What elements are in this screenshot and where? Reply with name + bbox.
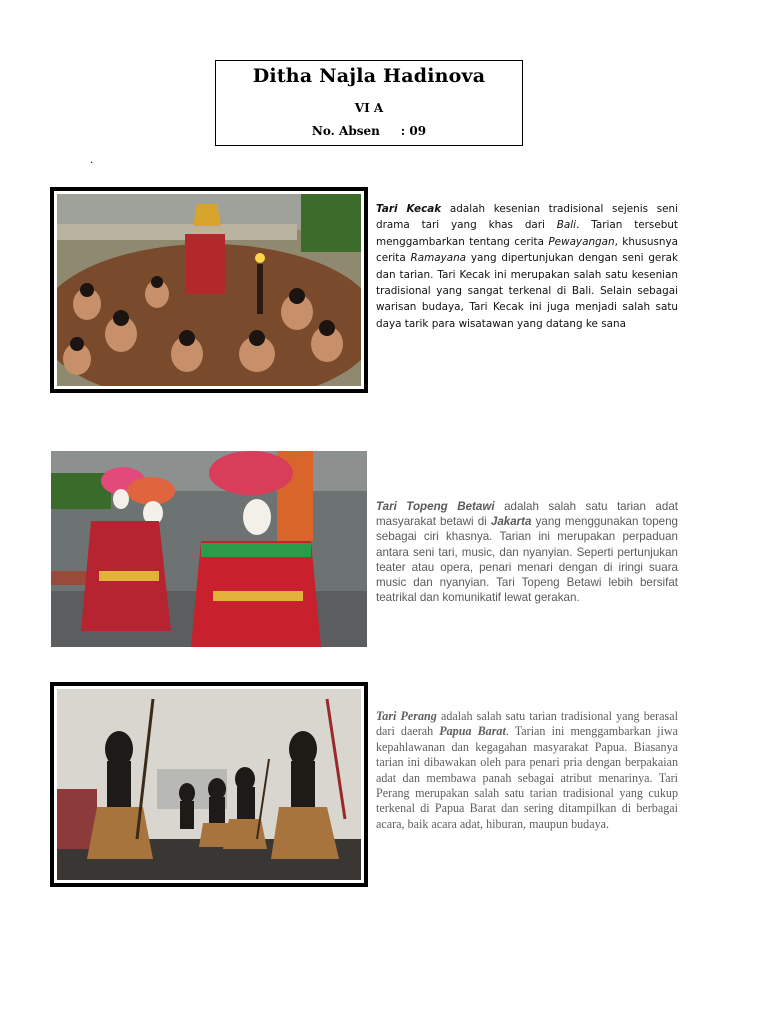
topeng-jakarta: Jakarta xyxy=(490,515,532,529)
perang-title: Tari Perang xyxy=(376,709,437,723)
topeng-text: adalah salah satu tarian adat masyarakat betawi di xyxy=(376,500,678,529)
photo-tari-perang xyxy=(50,682,368,887)
kecak-text: yang dipertunjukan dengan seni gerak dan tarian. Tari Kecak ini merupakan salah satu kesenian tradisional yang sangat terkenal di Bali. Selain sebagai warisan budaya, Tari Kecak ini juga menjadi salah satu daya tarik para wisatawan yang datang ke sana xyxy=(376,252,678,330)
student-class: VI A xyxy=(354,101,384,115)
photo-tari-kecak xyxy=(50,187,368,393)
topeng-title: Tari Topeng Betawi xyxy=(376,500,495,513)
topeng-text: yang menggunakan topeng sebagai ciri khasnya. Tarian ini merupakan perpaduan antara seni tari, music, dan nyanyian. Seperti pertunjukan teater atau opera, penari menari dengan di iringi suara music dan nyanyian. Tari Topeng Betawi lebih bersifat teatrikal dan komunikatif lewat gerakan. xyxy=(376,515,678,605)
student-absen: No. Absen : 09 xyxy=(311,124,427,138)
kecak-bali: Bali xyxy=(556,219,577,232)
perang-text: . Tarian ini menggambarkan jiwa kepahlawanan dan kegagahan masyarakat Papua. Biasanya tarian ini dibawakan oleh para penari pria dengan berpakaian adat dan membawa panah sebagai atribut menarinya. Tari Perang merupakan salah satu tarian tradisional yang cukup terkenal di Papua Barat dan sering ditampilkan di berbagai acara, baik acara adat, hiburan, maupun budaya. xyxy=(376,724,678,831)
kecak-text: , khususnya cerita xyxy=(376,235,679,265)
perang-text: adalah salah satu tarian tradisional yang berasal dari daerah xyxy=(376,709,678,739)
kecak-ramayana: Ramayana xyxy=(410,252,467,265)
kecak-text: adalah kesenian tradisional sejenis seni drama tari yang khas dari xyxy=(376,203,678,232)
text-tari-topeng-betawi xyxy=(376,499,678,605)
kecak-pewayangan: Pewayangan xyxy=(548,235,615,248)
stray-mark: . xyxy=(90,155,94,166)
kecak-title: Tari Kecak xyxy=(376,203,442,215)
text-tari-kecak xyxy=(376,201,678,332)
kecak-text: . Tarian tersebut menggambarkan tentang cerita xyxy=(376,219,678,248)
student-name: Ditha Najla Hadinova xyxy=(252,65,486,87)
header-box xyxy=(215,60,523,146)
photo-tari-topeng-betawi xyxy=(51,451,367,647)
perang-papua-barat: Papua Barat xyxy=(439,724,506,739)
text-tari-perang xyxy=(376,709,678,832)
